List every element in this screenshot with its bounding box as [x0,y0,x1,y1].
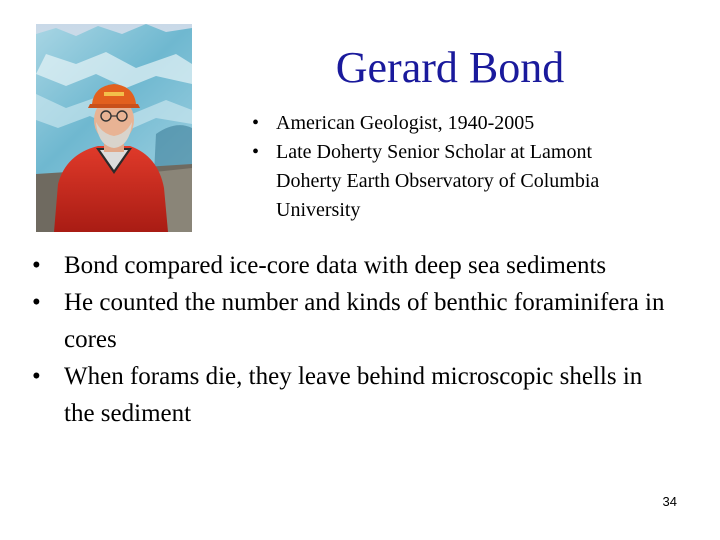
main-item-text: Bond compared ice-core data with deep sea sediments [64,252,607,279]
bullet-glyph: • [252,112,260,134]
main-item-text: When forams die, they leave behind microscopic shells in the sediment [64,363,643,427]
biography-item-text: American Geologist, 1940-2005 [276,112,535,134]
portrait-photo [36,24,192,232]
main-item-text: He counted the number and kinds of benthic foraminifera in cores [64,289,665,353]
page-number: 34 [662,494,677,509]
main-bullet-list [32,247,672,432]
list-item [252,109,652,138]
list-item [252,138,652,225]
bullet-glyph: • [32,289,41,316]
list-item [32,284,672,358]
list-item [32,247,672,284]
portrait-photo-graphic [36,24,192,232]
list-item [32,358,672,432]
biography-list [252,109,652,225]
bullet-glyph: • [252,141,260,163]
slide-title: Gerard Bond [335,43,565,92]
bullet-glyph: • [32,252,41,279]
bullet-glyph: • [32,363,41,390]
biography-item-text: Late Doherty Senior Scholar at Lamont Doherty Earth Observatory of Columbia University [276,141,600,221]
